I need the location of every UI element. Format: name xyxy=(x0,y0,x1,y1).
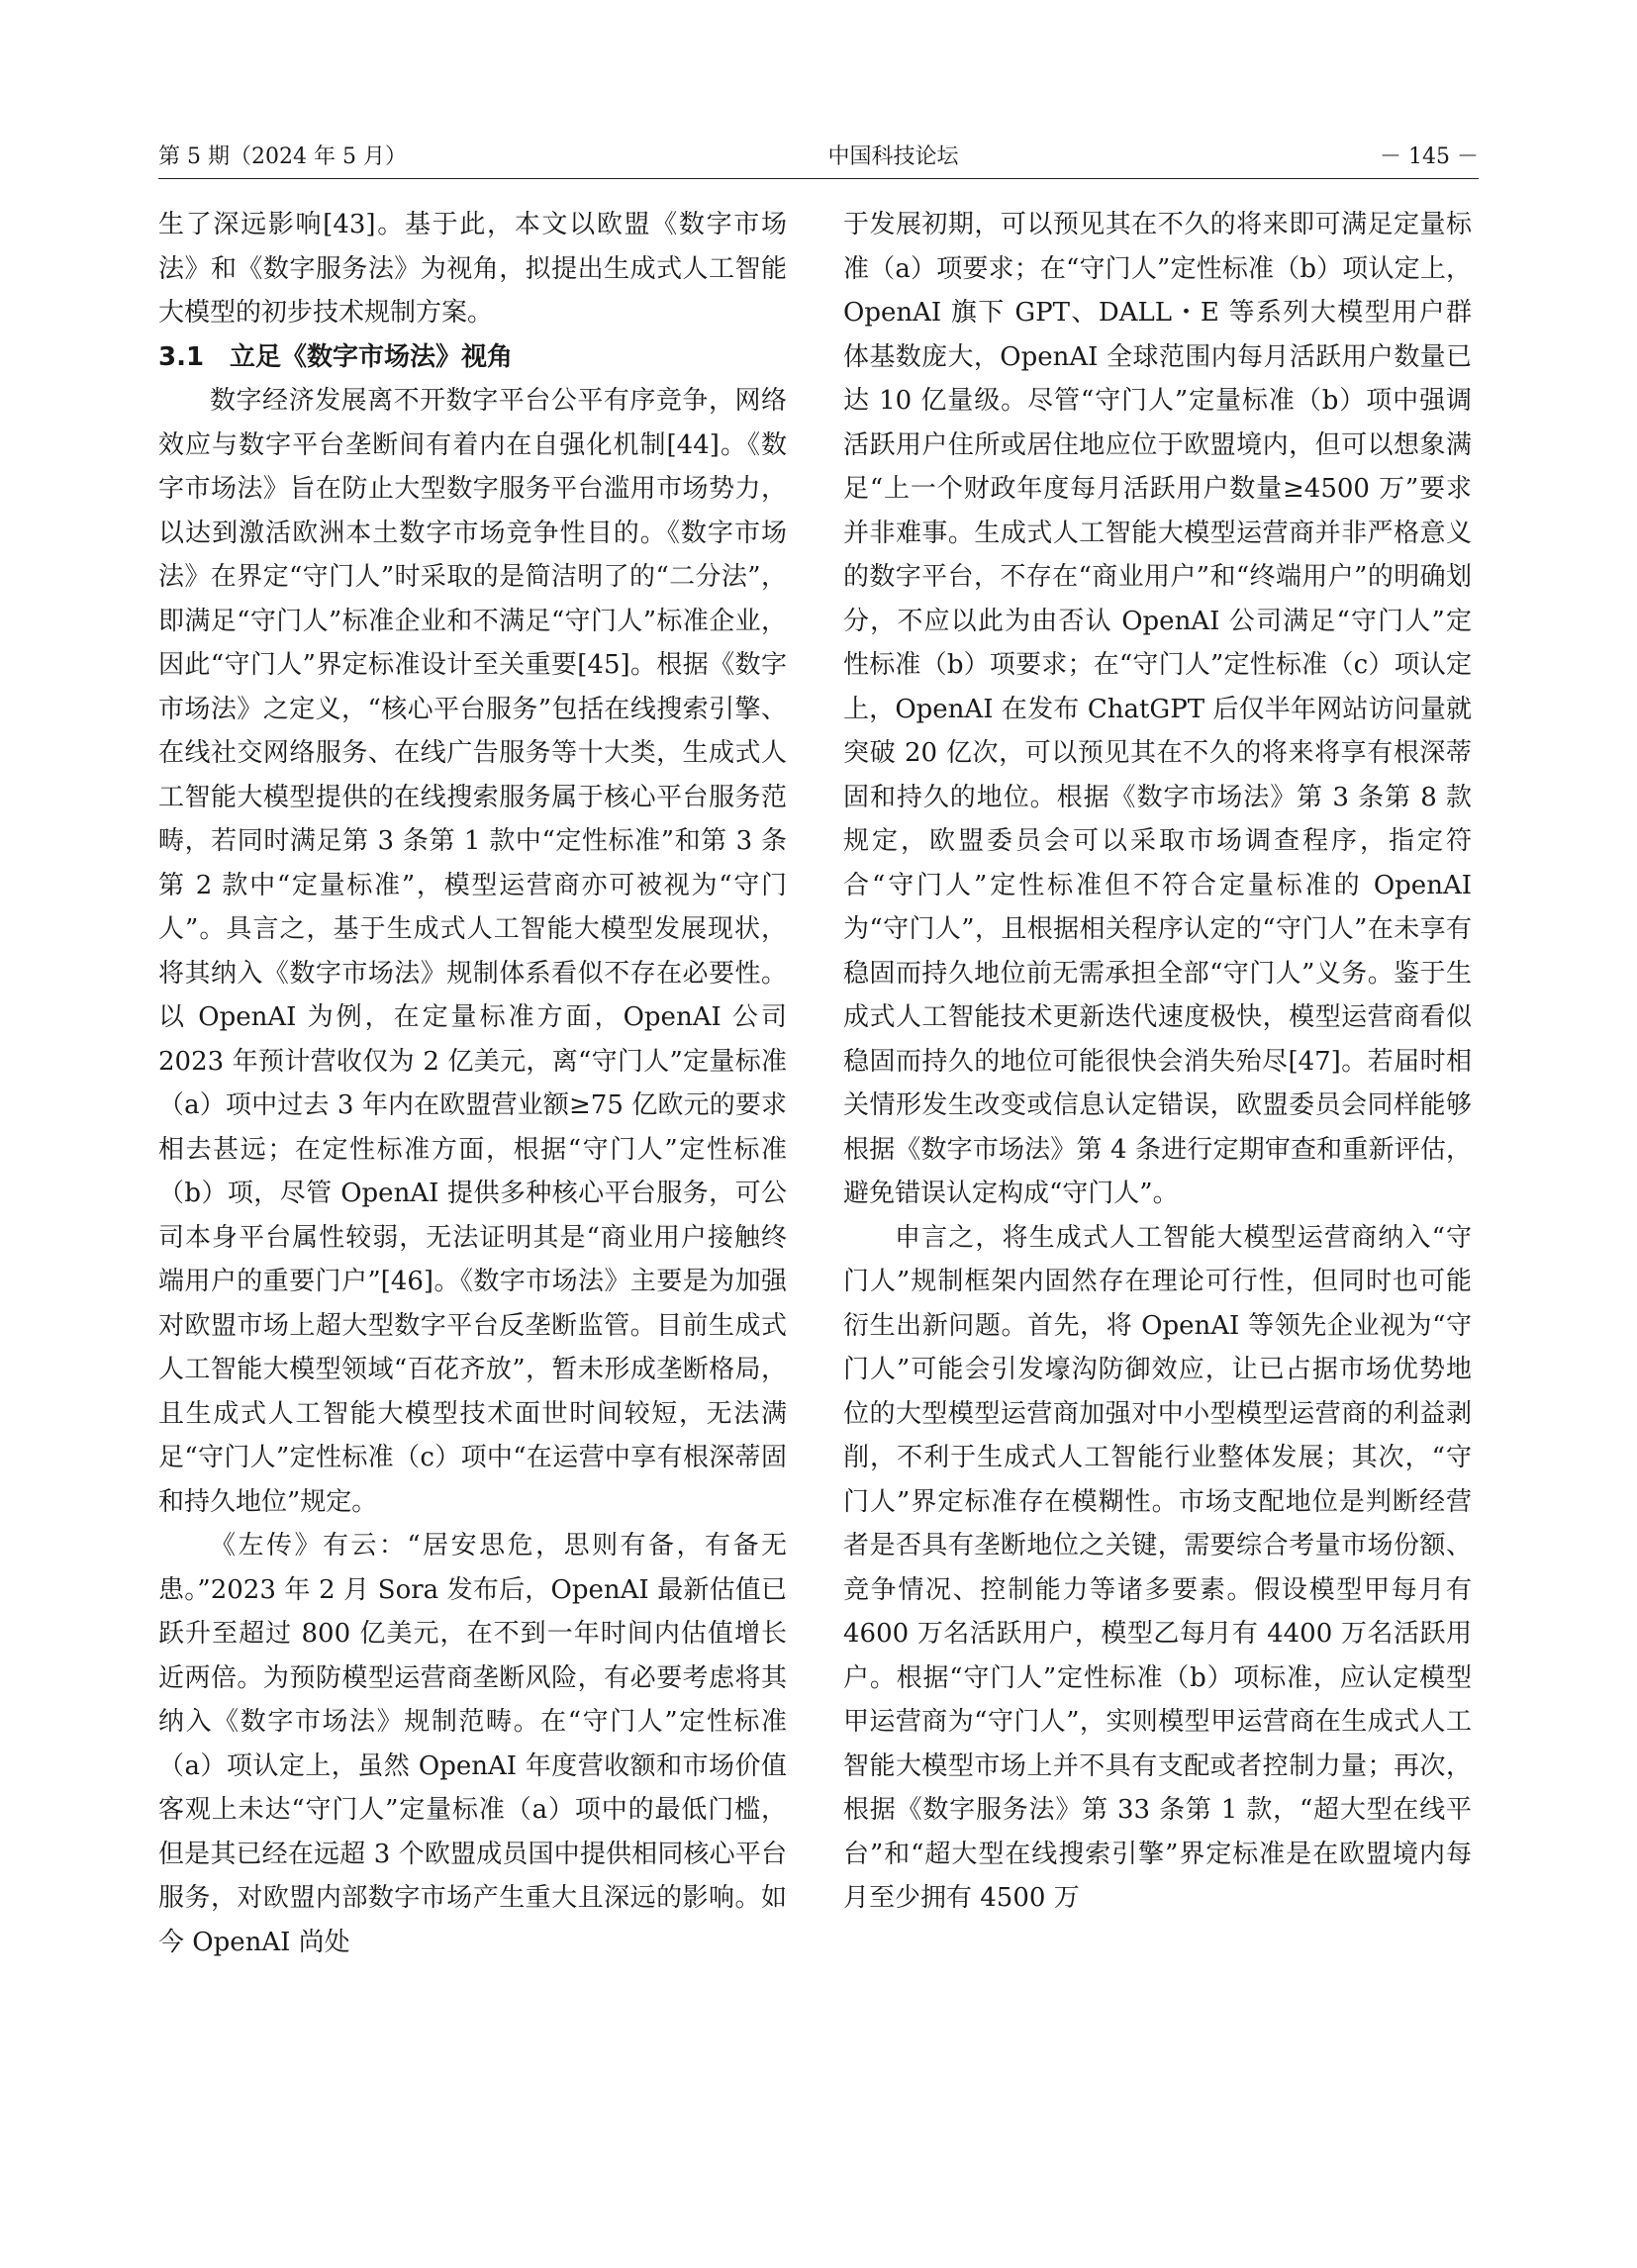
journal-title: 中国科技论坛 xyxy=(827,143,959,169)
right-column xyxy=(843,203,1472,1921)
paragraph: 《左传》有云：“居安思危，思则有备，有备无患。”2023 年 2 月 Sora 发布后，OpenAI 最新估值已跃升至超过 800 亿美元，在不到一年时间内估值增长近两倍。为预防模型运营商垄断风险，有必要考虑将其纳入《数字市场法》规制范畴。在“守门人”定性标准（a）项认定上，虽然 OpenAI 年度营收额和市场价值客观上未达“守门人”定量标准（a）项中的最低门槛，但是其已经在远超 3 个欧盟成员国中提供相同核心平台服务，对欧盟内部数字市场产生重大且深远的影响。如今 OpenAI 尚处 xyxy=(158,1531,787,1957)
paragraph: 于发展初期，可以预见其在不久的将来即可满足定量标准（a）项要求；在“守门人”定性标准（b）项认定上，OpenAI 旗下 GPT、DALL・E 等系列大模型用户群体基数庞大，OpenAI 全球范围内每月活跃用户数量已达 10 亿量级。尽管“守门人”定量标准（b）项中强调活跃用户住所或居住地应位于欧盟境内，但可以想象满足“上一个财政年度每月活跃用户数量≥4500 万”要求并非难事。生成式人工智能大模型运营商并非严格意义的数字平台，不存在“商业用户”和“终端用户”的明确划分，不应以此为由否认 OpenAI 公司满足“守门人”定性标准（b）项要求；在“守门人”定性标准（c）项认定上，OpenAI 在发布 ChatGPT 后仅半年网站访问量就突破 20 亿次，可以预见其在不久的将来将享有根深蒂固和持久的地位。根据《数字市场法》第 3 条第 8 款规定，欧盟委员会可以采取市场调查程序，指定符合“守门人”定性标准但不符合定量标准的 OpenAI 为“守门人”，且根据相关程序认定的“守门人”在未享有稳固而持久地位前无需承担全部“守门人”义务。鉴于生成式人工智能技术更新迭代速度极快，模型运营商看似稳固而持久的地位可能很快会消失殆尽[47]。若届时相关情形发生改变或信息认定错误，欧盟委员会同样能够根据《数字市场法》第 4 条进行定期审查和重新评估，避免错误认定构成“守门人”。 xyxy=(843,210,1472,1208)
paragraph: 申言之，将生成式人工智能大模型运营商纳入“守门人”规制框架内固然存在理论可行性，但同时也可能衍生出新问题。首先，将 OpenAI 等领先企业视为“守门人”可能会引发壕沟防御效应，让已占据市场优势地位的大型模型运营商加强对中小型模型运营商的利益剥削，不利于生成式人工智能行业整体发展；其次，“守门人”界定标准存在模糊性。市场支配地位是判断经营者是否具有垄断地位之关键，需要综合考量市场份额、竞争情况、控制能力等诸多要素。假设模型甲每月有 4600 万名活跃用户，模型乙每月有 4400 万名活跃用户。根据“守门人”定性标准（b）项标准，应认定模型甲运营商为“守门人”，实则模型甲运营商在生成式人工智能大模型市场上并不具有支配或者控制力量；再次，根据《数字服务法》第 33 条第 1 款，“超大型在线平台”和“超大型在线搜索引擎”界定标准是在欧盟境内每月至少拥有 4500 万 xyxy=(843,1222,1472,1913)
header-divider xyxy=(158,178,1479,179)
running-header xyxy=(158,135,1479,174)
paragraph: 数字经济发展离不开数字平台公平有序竞争，网络效应与数字平台垄断间有着内在自强化机制[44]。《数字市场法》旨在防止大型数字服务平台滥用市场势力，以达到激活欧洲本土数字市场竞争性目的。《数字市场法》在界定“守门人”时采取的是简洁明了的“二分法”，即满足“守门人”标准企业和不满足“守门人”标准企业，因此“守门人”界定标准设计至关重要[45]。根据《数字市场法》之定义，“核心平台服务”包括在线搜索引擎、在线社交网络服务、在线广告服务等十大类，生成式人工智能大模型提供的在线搜索服务属于核心平台服务范畴，若同时满足第 3 条第 1 款中“定性标准”和第 3 条第 2 款中“定量标准”，模型运营商亦可被视为“守门人”。具言之，基于生成式人工智能大模型发展现状，将其纳入《数字市场法》规制体系看似不存在必要性。以 OpenAI 为例，在定量标准方面，OpenAI 公司 2023 年预计营收仅为 2 亿美元，离“守门人”定量标准（a）项中过去 3 年内在欧盟营业额≥75 亿欧元的要求相去甚远；在定性标准方面，根据“守门人”定性标准（b）项，尽管 OpenAI 提供多种核心平台服务，可公司本身平台属性较弱，无法证明其是“商业用户接触终端用户的重要门户”[46]。《数字市场法》主要是为加强对欧盟市场上超大型数字平台反垄断监管。目前生成式人工智能大模型领域“百花齐放”，暂未形成垄断格局，且生成式人工智能大模型技术面世时间较短，无法满足“守门人”定性标准（c）项中“在运营中享有根深蒂固和持久地位”规定。 xyxy=(158,386,787,1517)
issue-label: 第 5 期（2024 年 5 月） xyxy=(158,143,407,169)
left-column xyxy=(158,203,787,1964)
paragraph: 生了深远影响[43]。基于此，本文以欧盟《数字市场法》和《数字服务法》为视角，拟提出生成式人工智能大模型的初步技术规制方案。 xyxy=(158,210,787,328)
page-number: － 145 － xyxy=(1380,143,1479,169)
section-heading: 3.1 立足《数字市场法》视角 xyxy=(158,341,514,372)
